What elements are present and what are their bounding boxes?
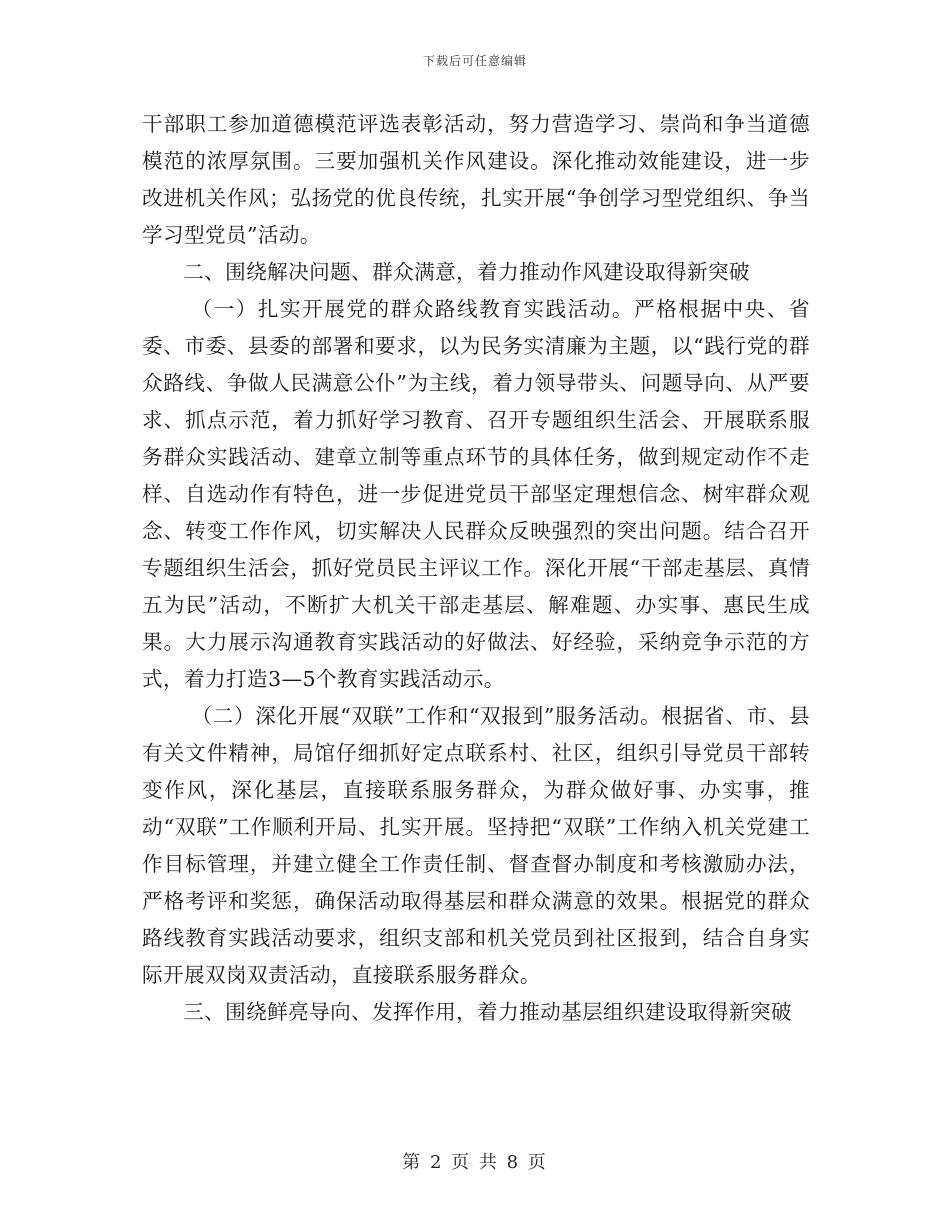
section-heading-3: 三、围绕鲜亮导向、发挥作用，着力推动基层组织建设取得新突破 <box>183 1000 793 1024</box>
paragraph-continuation: 干部职工参加道德模范评选表彰活动，努力营造学习、崇尚和争当道德模范的浓厚氛围。三要加强机关作风建设。深化推动效能建设，进一步改进机关作风；弘扬党的优良传统，扎实开展“争创学习型党组织、争当学习型党员”活动。 <box>142 112 810 247</box>
page-number: 第 2 页 共 8 页 <box>402 1152 548 1173</box>
section-heading-2: 二、围绕解决问题、群众满意，着力推动作风建设取得新突破 <box>183 260 751 284</box>
document-body <box>142 106 810 1031</box>
page-header: 下载后可任意编辑 <box>422 54 527 68</box>
paragraph-subsection-1: （一）扎实开展党的群众路线教育实践活动。严格根据中央、省委、市委、县委的部署和要求，以为民务实清廉为主题，以“践行党的群众路线、争做人民满意公仆”为主线，着力领导带头、问题导向、从严要求、抓点示范，着力抓好学习教育、召开专题组织生活会、开展联系服务群众实践活动、建章立制等重点环节的具体任务，做到规定动作不走样、自选动作有特色，进一步促进党员干部坚定理想信念、树牢群众观念、转变工作作风，切实解决人民群众反映强烈的突出问题。结合召开专题组织生活会，抓好党员民主评议工作。深化开展“干部走基层、真情五为民”活动，不断扩大机关干部走基层、解难题、办实事、惠民生成果。大力展示沟通教育实践活动的好做法、好经验，采纳竞争示范的方式，着力打造3—5个教育实践活动示。 <box>142 297 810 691</box>
paragraph-subsection-2: （二）深化开展“双联”工作和“双报到”服务活动。根据省、市、县有关文件精神，局馆仔细抓好定点联系村、社区，组织引导党员干部转变作风，深化基层，直接联系服务群众，为群众做好事、办实事，推动“双联”工作顺利开局、扎实开展。坚持把“双联”工作纳入机关党建工作目标管理，并建立健全工作责任制、督查督办制度和考核激励办法，严格考评和奖惩，确保活动取得基层和群众满意的效果。根据党的群众路线教育实践活动要求，组织支部和机关党员到社区报到，结合自身实际开展双岗双责活动，直接联系服务群众。 <box>142 704 810 987</box>
